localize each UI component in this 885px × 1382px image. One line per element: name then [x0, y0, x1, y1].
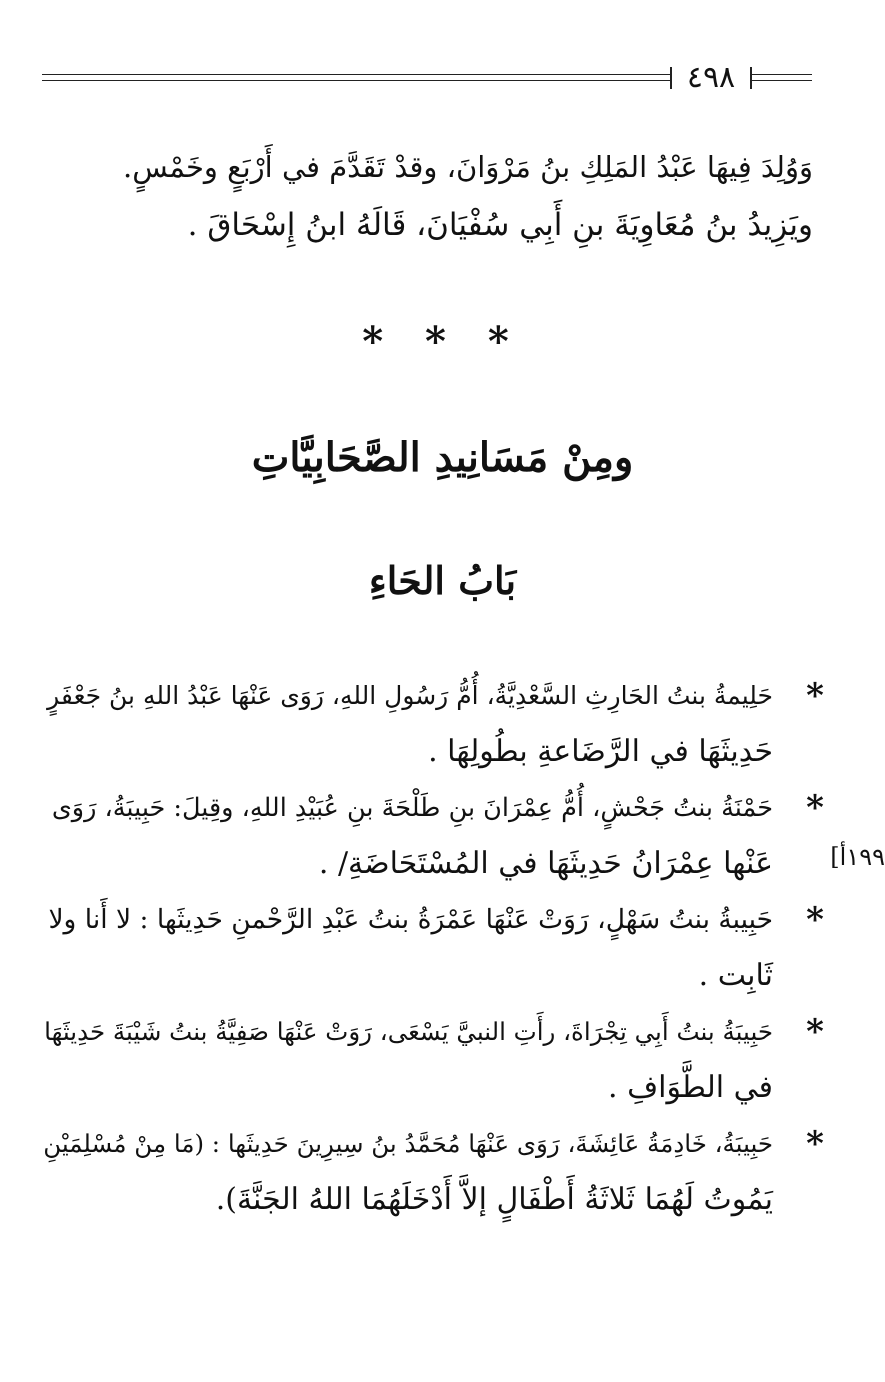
bullet-star: *: [806, 676, 824, 716]
entry-line: حَبِيبَةُ بنتُ أَبِي تِجْرَاةَ، رأَتِ النبيَّ يَسْعَى، رَوَتْ عَنْهَا صَفِيَّةُ بنتُ شَيْبَةَ حَدِيثَهَا: [44, 1017, 773, 1046]
entry-line: حَلِيمةُ بنتُ الحَارِثِ السَّعْدِيَّةُ، أُمُّ رَسُولِ اللهِ، رَوَى عَنْهَا عَبْدُ اللهِ بنُ جَعْفَرٍ: [47, 681, 773, 710]
entry-line: حَمْنَةُ بنتُ جَحْشٍ، أُمُّ عِمْرَانَ بنِ طَلْحَةَ بنِ عُبَيْدِ اللهِ، وقِيلَ: حَبِيبَةُ، رَوَى: [51, 793, 773, 823]
intro-line: ويَزِيدُ بنُ مُعَاوِيَةَ بنِ أَبِي سُفْيَانَ، قَالَهُ ابنُ إِسْحَاقَ .: [187, 207, 813, 243]
entry-text: [40, 1004, 773, 1116]
entry-text: [40, 668, 773, 780]
entry-item: [0, 1116, 885, 1228]
entry-item: [0, 892, 885, 1004]
entry-list: [0, 668, 885, 1228]
entry-line: حَبِيبةُ بنتُ سَهْلٍ، رَوَتْ عَنْهَا عَمْرَةُ بنتُ عَبْدِ الرَّحْمنِ حَدِيثَها : لا أَنا ولا: [48, 904, 773, 935]
bullet-star: *: [806, 788, 824, 828]
bullet-star: *: [806, 1012, 824, 1052]
bullet-star: *: [806, 1124, 824, 1164]
chapter-title: بَابُ الحَاءِ: [368, 558, 517, 603]
page-number: ٤٩٨: [686, 60, 736, 95]
entry-line: ثَابِت .: [698, 958, 773, 993]
section-title: ومِنْ مَسَانِيدِ الصَّحَابِيَّاتِ: [251, 434, 634, 481]
entry-line: حَدِيثَهَا في الرَّضَاعةِ بطُولِهَا .: [428, 734, 773, 769]
entry-item: [0, 1004, 885, 1116]
entry-line: في الطَّوَافِ .: [608, 1070, 773, 1105]
bullet-star: *: [806, 900, 824, 940]
manuscript-margin-note: ١٩٩أ]: [830, 843, 885, 871]
intro-paragraph: [113, 138, 813, 254]
entry-line: يَمُوتُ لَهُمَا ثَلاثَةُ أَطْفَالٍ إلاَّ أَدْخَلَهُمَا اللهُ الجَنَّةَ).: [215, 1182, 773, 1217]
header-rule-left: [42, 74, 670, 81]
entry-text: [40, 892, 773, 1004]
intro-line: وَوُلِدَ فِيهَا عَبْدُ المَلِكِ بنُ مَرْوَانَ، وقدْ تَقَدَّمَ في أَرْبَعٍ وخَمْسٍ.: [123, 150, 813, 184]
entry-text: [40, 1116, 773, 1228]
entry-line: عَنْها عِمْرَانُ حَدِيثَهَا في المُسْتَحَاضَةِ/ .: [318, 846, 773, 881]
entry-item: [0, 668, 885, 780]
section-separator: * * *: [362, 318, 523, 365]
entry-line: حَبِيبَةُ، خَادِمَةُ عَائِشَةَ، رَوَى عَنْهَا مُحَمَّدُ بنُ سِيرِينَ حَدِيثَها : (مَا مِنْ مُسْلِمَيْنِ: [43, 1129, 773, 1158]
header-rule-right: [752, 74, 812, 81]
entry-item: [0, 780, 885, 892]
entry-text: [40, 780, 773, 892]
